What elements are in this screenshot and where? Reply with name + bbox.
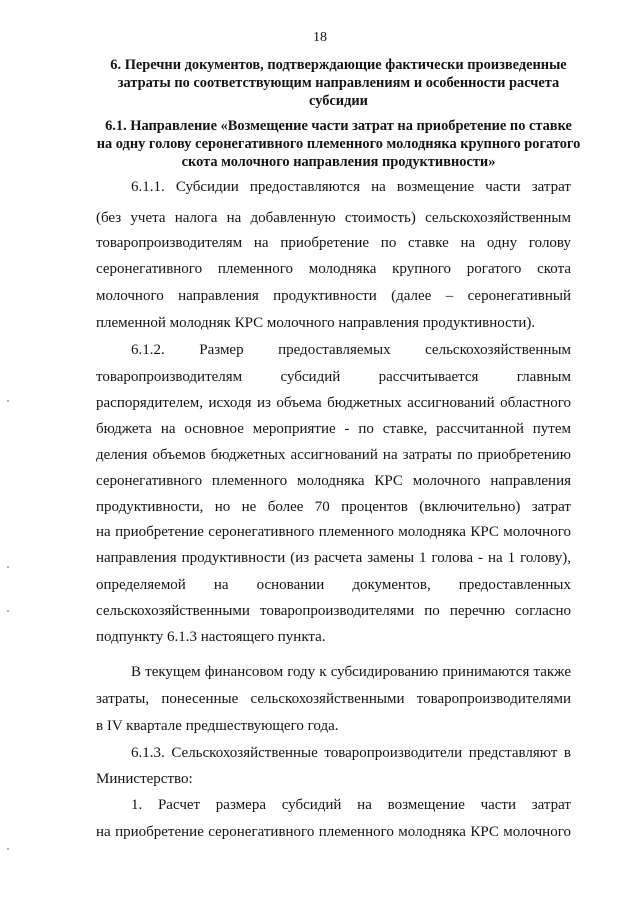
body-line: 6.1.3. Сельскохозяйственные товаропроизводители представляют в <box>131 745 571 761</box>
margin-dot <box>7 566 9 568</box>
body-line: определяемой на основании документов, предоставленных <box>96 577 571 593</box>
body-line: на приобретение серонегативного племенного молодняка КРС молочного <box>96 824 571 840</box>
margin-dot <box>7 848 9 850</box>
body-line: бюджета на основное мероприятие - по ставке, рассчитанной путем <box>96 421 571 437</box>
body-line: (без учета налога на добавленную стоимость) сельскохозяйственным <box>96 210 571 226</box>
body-line: на приобретение серонегативного племенного молодняка КРС молочного <box>96 524 571 540</box>
section-heading: 6. Перечни документов, подтверждающие фактически произведенные затраты по соответствующим направлениям и особенности расчета субсидии <box>110 57 567 109</box>
body-line: направления продуктивности (из расчета замены 1 голова - на 1 голову), <box>96 550 571 566</box>
body-line: молочного направления продуктивности (далее – серонегативный <box>96 288 571 304</box>
body-line: затраты, понесенные сельскохозяйственными товаропроизводителями <box>96 691 571 707</box>
subsection-heading: 6.1. Направление «Возмещение части затрат на приобретение по ставке на одну голову серонегативного племенного молодняка крупного рогатого скота молочного направления продуктивности» <box>96 118 581 170</box>
body-line: Министерство: <box>96 771 193 787</box>
body-line: распорядителем, исходя из объема бюджетных ассигнований областного <box>96 395 571 411</box>
body-line: В текущем финансовом году к субсидированию принимаются также <box>131 664 571 680</box>
body-line: в IV квартале предшествующего года. <box>96 718 339 734</box>
margin-dot <box>7 610 9 612</box>
body-line: серонегативного племенного молодняка крупного рогатого скота <box>96 261 571 277</box>
body-line: серонегативного племенного молодняка КРС молочного направления <box>96 473 571 489</box>
body-line: 6.1.1. Субсидии предоставляются на возмещение части затрат <box>131 179 571 195</box>
margin-dot <box>7 400 9 402</box>
page-number: 18 <box>313 30 327 45</box>
body-line: деления объемов бюджетных ассигнований на затраты по приобретению <box>96 447 571 463</box>
body-line: племенной молодняк КРС молочного направления продуктивности). <box>96 315 536 331</box>
body-line: товаропроизводителям на приобретение по ставке на одну голову <box>96 235 571 251</box>
body-line: подпункту 6.1.3 настоящего пункта. <box>96 629 326 645</box>
body-line: товаропроизводителям субсидий рассчитывается главным <box>96 369 571 385</box>
body-line: 6.1.2. Размер предоставляемых сельскохозяйственным <box>131 342 571 358</box>
body-line: сельскохозяйственными товаропроизводителями по перечню согласно <box>96 603 571 619</box>
body-line: 1. Расчет размера субсидий на возмещение части затрат <box>131 797 571 813</box>
body-line: продуктивности, но не более 70 процентов (включительно) затрат <box>96 499 571 515</box>
